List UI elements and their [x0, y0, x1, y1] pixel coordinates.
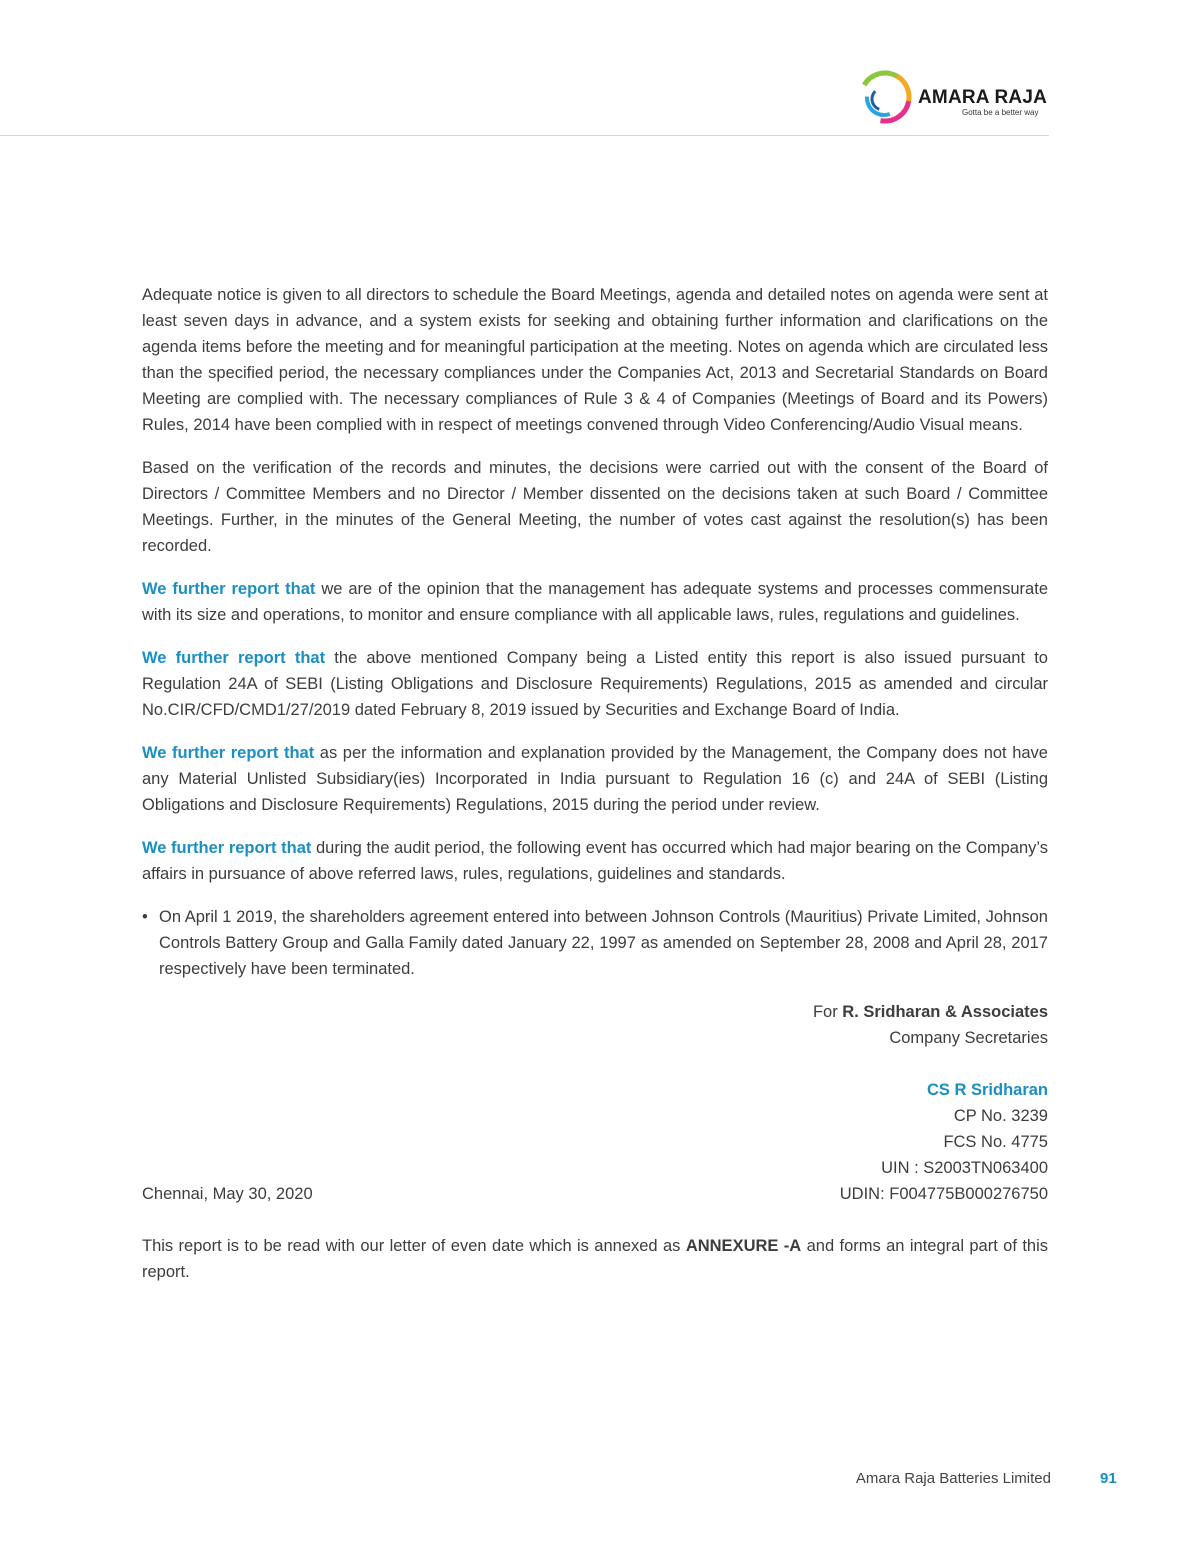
udin-number: UDIN: F004775B000276750 [839, 1185, 1048, 1203]
paragraph-decisions: Based on the verification of the records and minutes, the decisions were carried out with the consent of the Board of Directors / Committee Members and no Director / Member dissented on the decisions taken at such Board / Committee Meetings. Further, in the minutes of the General Meeting, the number of votes cast against the resolution(s) has been recorded. [142, 459, 1048, 555]
bullet-icon: • [142, 908, 148, 926]
bullet-text: On April 1 2019, the shareholders agreement entered into between Johnson Controls (Mauritius) Private Limited, Johnson Controls Battery Group and Galla Family dated January 22, 1997 as amended on September 28, 2008 and April 28, 2017 respectively have been terminated. [159, 908, 1048, 978]
paragraph-audit-event [142, 835, 1048, 887]
signature-block [142, 999, 1048, 1181]
cp-number: CP No. 3239 [953, 1107, 1048, 1125]
report-lead-text: We further report that [142, 580, 316, 598]
amara-raja-swirl-icon [858, 70, 912, 124]
report-lead-text: We further report that [142, 839, 312, 857]
footer-company-name: Amara Raja Batteries Limited [855, 1470, 1051, 1487]
firm-name: R. Sridharan & Associates [842, 1003, 1048, 1021]
paragraph-listed-entity [142, 645, 1048, 723]
bullet-item [142, 904, 1048, 982]
logo-tagline: Gotta be a better way [962, 108, 1039, 117]
report-body [142, 282, 1048, 1302]
uin-number: UIN : S2003TN063400 [881, 1159, 1048, 1177]
fcs-number: FCS No. 4775 [943, 1133, 1048, 1151]
paragraph-board-notice: Adequate notice is given to all directors to schedule the Board Meetings, agenda and detailed notes on agenda were sent at least seven days in advance, and a system exists for seeking and obtaining further information and clarifications on the agenda items before the meeting and for meaningful participation at the meeting. Notes on agenda which are circulated less than the specified period, the necessary compliances under the Companies Act, 2013 and Secretarial Standards on Board Meeting are complied with. The necessary compliances of Rule 3 & 4 of Companies (Meetings of Board and its Powers) Rules, 2014 have been complied with in respect of meetings convened through Video Conferencing/Audio Visual means. [142, 286, 1048, 434]
place-date: Chennai, May 30, 2020 [142, 1185, 313, 1203]
logo-brand-name: AMARA RAJA [918, 87, 1048, 108]
annexure-reference: ANNEXURE -A [685, 1237, 802, 1255]
paragraph-text: as per the information and explanation provided by the Management, the Company does not have any Material Unlisted Subsidiary(ies) Incorporated in India pursuant to Regulation 16 (c) and 24A of SEBI (Listing Obligations and Disclosure Requirements) Regulations, 2015 during the period under review. [142, 744, 1048, 814]
paragraph-text: we are of the opinion that the management has adequate systems and processes commensurate with its size and operations, to monitor and ensure compliance with all applicable laws, rules, regulations and guidelines. [142, 580, 1048, 624]
paragraph-management-systems [142, 576, 1048, 628]
report-lead-text: We further report that [142, 649, 326, 667]
place-date-row [142, 1181, 1048, 1207]
firm-type: Company Secretaries [889, 1029, 1048, 1047]
report-lead-text: We further report that [142, 744, 315, 762]
header-divider [0, 135, 1049, 136]
paragraph-text: the above mentioned Company being a Listed entity this report is also issued pursuant to Regulation 24A of SEBI (Listing Obligations and Disclosure Requirements) Regulations, 2015 as amended and circular No.CIR/CFD/CMD1/27/2019 dated February 8, 2019 issued by Securities and Exchange Board of India. [142, 649, 1048, 719]
for-prefix: For [812, 1003, 843, 1021]
paragraph-text: during the audit period, the following event has occurred which had major bearing on the Company’s affairs in pursuance of above referred laws, rules, regulations, guidelines and standards. [142, 839, 1048, 883]
company-logo [858, 70, 1053, 124]
page-number: 91 [1100, 1470, 1117, 1487]
paragraph-subsidiaries [142, 740, 1048, 818]
closing-note: This report is to be read with our letter of even date which is annexed as ANNEXURE -A and forms an integral part of this report. [142, 1237, 1048, 1281]
signatory-name: CS R Sridharan [926, 1081, 1048, 1099]
signature-firm-line [142, 999, 1048, 1025]
